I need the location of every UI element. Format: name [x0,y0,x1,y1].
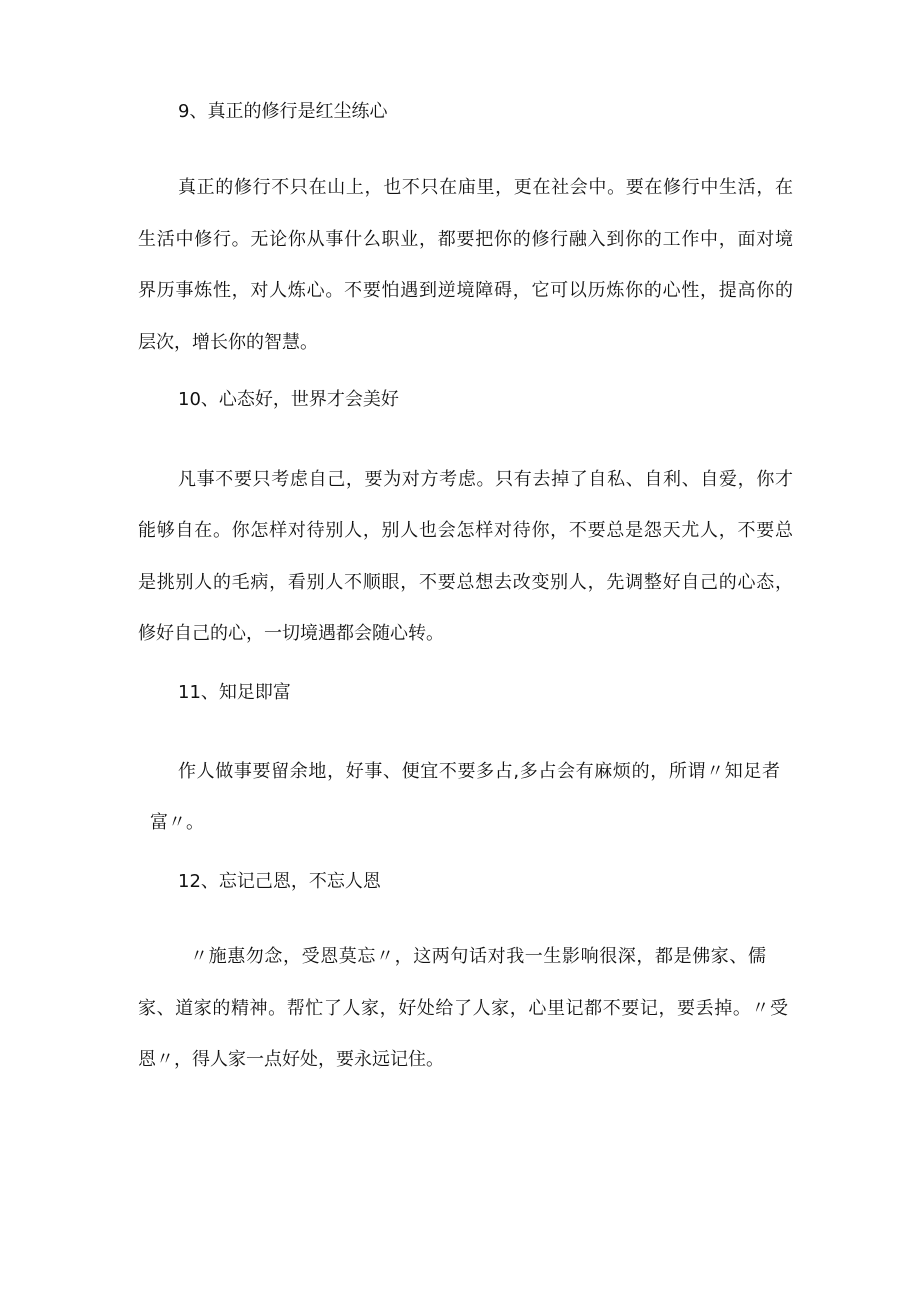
section-heading-9: 9、真正的修行是红尘练心 [178,101,388,122]
paragraph-line: 〃施惠勿念，受恩莫忘〃，这两句话对我一生影响很深，都是佛家、儒 [190,946,766,967]
paragraph-line: 家、道家的精神。帮忙了人家，好处给了人家，心里记都不要记，要丢掉。〃受 [138,998,788,1019]
paragraph-line: 真正的修行不只在山上，也不只在庙里，更在社会中。要在修行中生活，在 [178,177,793,198]
paragraph-line: 生活中修行。无论你从事什么职业，都要把你的修行融入到你的工作中，面对境 [138,229,793,250]
paragraph-line: 修好自己的心，一切境遇都会随心转。 [138,623,444,644]
section-heading-10: 10、心态好，世界才会美好 [178,389,399,410]
paragraph-line: 恩〃，得人家一点好处，要永远记住。 [138,1049,444,1070]
section-heading-11: 11、知足即富 [178,682,291,703]
paragraph-line: 是挑别人的毛病，看别人不顺眼，不要总想去改变别人，先调整好自己的心态， [138,572,793,593]
paragraph-line: 能够自在。你怎样对待别人，别人也会怎样对待你，不要总是怨天尤人，不要总 [138,520,793,541]
paragraph-line: 作人做事要留余地，好事、便宜不要多占,多占会有麻烦的，所谓〃知足者 [178,761,780,782]
paragraph-line: 富〃。 [150,812,204,833]
paragraph-line: 凡事不要只考虑自己，要为对方考虑。只有去掉了自私、自利、自爱，你才 [178,469,793,490]
section-heading-12: 12、忘记己恩，不忘人恩 [178,871,381,892]
paragraph-line: 界历事炼性，对人炼心。不要怕遇到逆境障碍，它可以历炼你的心性，提高你的 [138,280,793,301]
paragraph-line: 层次，增长你的智慧。 [138,332,318,353]
